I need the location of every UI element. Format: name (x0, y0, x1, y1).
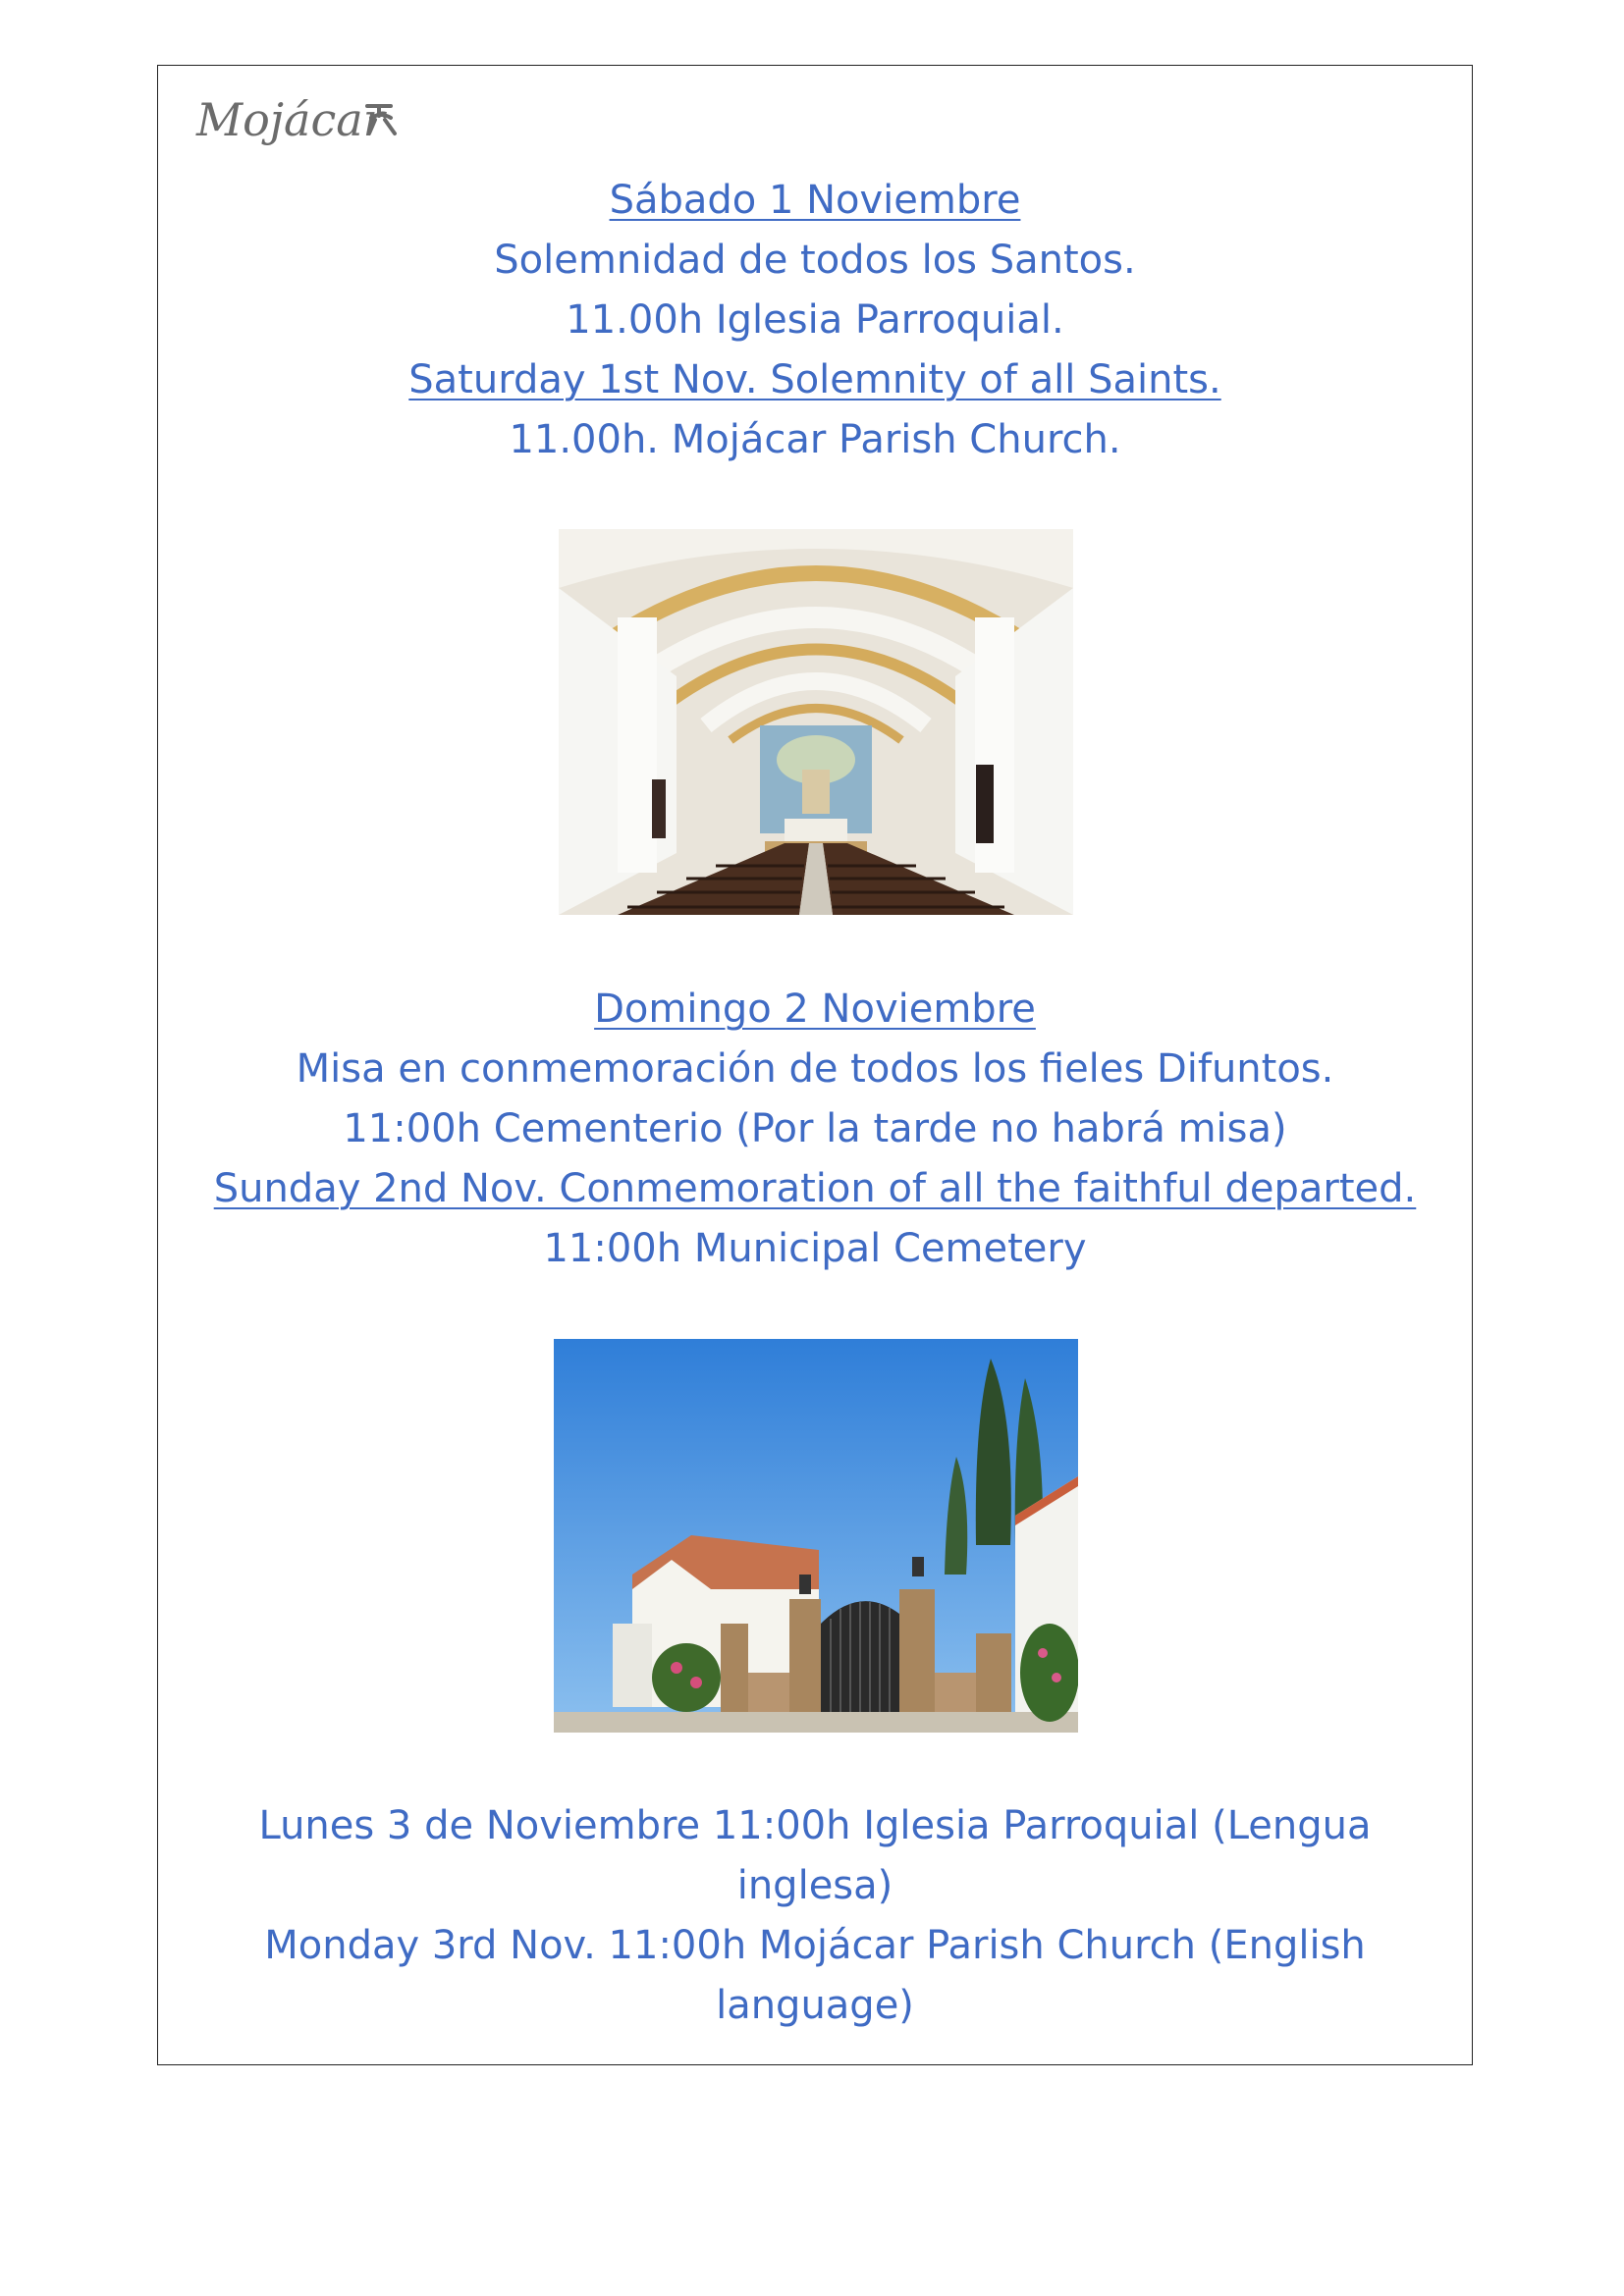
section1-line2: 11.00h Iglesia Parroquial. (566, 297, 1064, 343)
section2-heading: Domingo 2 Noviembre (594, 987, 1036, 1032)
section3-line3: Monday 3rd Nov. 11:00h Mojácar Parish Church (English (264, 1923, 1366, 1968)
section1-english-line: 11.00h. Mojácar Parish Church. (509, 417, 1121, 462)
section2-english-heading: Sunday 2nd Nov. Conmemoration of all the faithful departed. (213, 1166, 1417, 1211)
section1-english-heading: Saturday 1st Nov. Solemnity of all Saints. (408, 357, 1221, 402)
section3-line1: Lunes 3 de Noviembre 11:00h Iglesia Parroquial (Lengua (258, 1803, 1372, 1848)
section3-line2: inglesa) (736, 1863, 893, 1908)
mojacar-logo (192, 80, 428, 159)
cemetery-photo (554, 1339, 1078, 1733)
church-interior-photo (559, 529, 1073, 915)
section3-line4: language) (716, 1983, 914, 2028)
section2-english-line: 11:00h Municipal Cemetery (543, 1226, 1087, 1271)
section2-line1: Misa en conmemoración de todos los fieles Difuntos. (296, 1046, 1334, 1092)
section1-heading: Sábado 1 Noviembre (609, 178, 1021, 223)
section1-line1: Solemnidad de todos los Santos. (494, 238, 1136, 283)
logo-text: Mojácar (196, 93, 385, 146)
section2-line2: 11:00h Cementerio (Por la tarde no habrá misa) (343, 1106, 1287, 1151)
